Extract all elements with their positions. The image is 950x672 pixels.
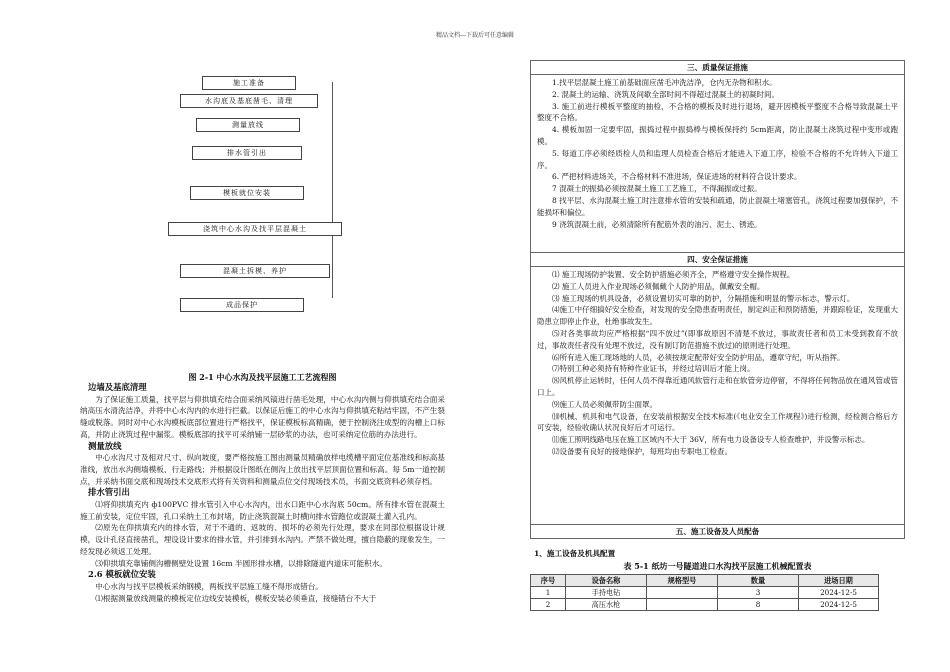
- safety-item: ⑵ 施工人员进入作业现场必须佩戴个人防护用品，佩戴安全帽。: [552, 281, 765, 291]
- quality-list: [531, 75, 904, 232]
- col-header: 进场日期: [799, 575, 879, 587]
- paragraph: ⑶仰拱填充靠铺侧沟槽侧壁处设置 16cm 半圆形排水槽，以排除隧道内道床可能积水。: [95, 558, 387, 568]
- quality-item: 3. 施工前进行模板平整度的抽检，不合格的模板及时进行退场，避开因模板平整度不合格导致混凝土平整度不合格。: [537, 101, 898, 123]
- quality-title: 三、质量保证措施: [531, 61, 904, 75]
- safety-item: ⑽机械、机具和电气设备，在安装前根据安全技术标准(《电业安全工作规程》)进行检测，经检测合格后方可安装，经验收确认状况良好后才可运行。: [537, 411, 898, 433]
- quality-section: [530, 60, 905, 253]
- flow-step-7: 混凝土拆模、养护: [180, 264, 330, 278]
- quality-item: 9 浇筑混凝土前，必须清除所有配筋外表的油污、泥土、锈迹。: [552, 219, 762, 229]
- quality-item: 5. 每道工序必须经质检人员和监理人员检查合格后才能进入下道工序，检验不合格的不允许转入下道工序。: [537, 148, 898, 170]
- flow-step-5: 模板就位安装: [190, 186, 304, 200]
- figure-caption: 图 2-1 中心水沟及找平层施工工艺流程图: [188, 372, 337, 382]
- flow-step-4: 排水管引出: [192, 146, 302, 160]
- paragraph: ⑴根据测量放线测量的模板定位边线安装模板，模板安装必须垂直，接缝错台不大于: [95, 593, 377, 603]
- col-header: 序号: [531, 575, 566, 587]
- safety-item: ⑾施工照明线路电压在施工区域内不大于 36V，所有电力设备设专人检查维护，并设警示标志。: [552, 435, 870, 445]
- table-cell: 手持电钻: [566, 587, 647, 599]
- paragraph: 中心水沟尺寸及相对尺寸、纵向坡度，要严格按施工图由测量员精确放样电缆槽平面定位基准线和标高基准线，放出水沟侧墙模板、行走路线；并根据设计图纸在侧沟上放出找平层顶面位置和标高。每 5m一道控制点，并采纳书面交底和现场技术交底形式将有关资料和测量点位交付现场技术员，书面交底资料必须存档。: [80, 453, 445, 486]
- right-column: [530, 60, 905, 611]
- table-row: [531, 599, 879, 611]
- paragraph: ⑵原先在仰拱填充内的排水管，对于不通的、返坡的、损坏的必须先行处理，要求在同部位根据设计规模，设计孔径直接凿孔，埋设设计要求的排水管，并引排到水沟内。严禁不做处理，擅自隐蔽的现象发生，一经发现必须返工处理。: [80, 523, 445, 556]
- table-cell: [647, 587, 718, 599]
- section-title-drainage: 排水管引出: [88, 487, 130, 498]
- safety-title: 四、安全保证措施: [531, 253, 904, 267]
- safety-item: ⑼施工人员必须佩带防尘面罩。: [552, 399, 657, 409]
- paragraph: 为了保证施工质量，找平层与仰拱填充结合面采纳风镐进行凿毛处理，中心水沟内侧与仰拱填充结合面采纳高压水清洗洁净，并将中心水沟内的水进行拦截。以保证后施工的中心水沟与仰拱填充粘结牢固，不产生裂缝或脱落。同时对中心水沟模板底部位置进行严格找平，保证模板标高精确，便于控制浇注成型的沟槽上口标高，并防止浇筑过程中漏浆。模板底部的找平可采纳铺一层砂浆的办法，也可采纳定位筋的办法进行。: [80, 394, 445, 439]
- left-column: [80, 60, 445, 603]
- table-cell: 1: [531, 587, 566, 599]
- left-body-text: [80, 382, 445, 604]
- table-cell: 3: [718, 587, 799, 599]
- flow-step-6: 浇筑中心水沟及找平层混凝土: [168, 222, 342, 236]
- section-title-survey: 测量放线: [88, 440, 122, 451]
- table-cell: 2: [531, 599, 566, 611]
- quality-item: 7 混凝土的振捣必须按混凝土施工工艺施工，不得漏振或过振。: [552, 184, 762, 194]
- flow-step-1: 施工准备: [202, 76, 296, 90]
- paragraph: 中心水沟与找平层模板采纳钢模，两板找平层施工缝不得形成错台。: [95, 581, 323, 591]
- flow-step-3: 测量放线: [196, 118, 300, 132]
- safety-list: [531, 267, 904, 460]
- table-cell: 8: [718, 599, 799, 611]
- section-title-cleaning: 边墙及基底清理: [88, 382, 147, 392]
- table-caption: 表 5-1 纸坊一号隧道进口水沟找平层施工机械配置表: [623, 561, 812, 571]
- page-header: 精品文档---下载后可任意编辑: [435, 32, 515, 39]
- table-cell: [647, 599, 718, 611]
- col-header: 规格型号: [647, 575, 718, 587]
- safety-item: ⑶ 施工现场的机具设备，必须设置切实可靠的防护，分隔措施和明显的警示标志，警示灯。: [552, 293, 855, 303]
- table-header-row: [531, 575, 879, 587]
- flow-connector: [332, 82, 333, 298]
- safety-section: [530, 253, 905, 525]
- safety-item: ⑴ 施工现场防护装置、安全防护措施必须齐全，严格遵守安全操作规程。: [552, 270, 795, 279]
- table-cell: 2024-12-5: [799, 599, 879, 611]
- quality-item: 2. 混凝土的运输、浇筑及间歇全部时间不得超过混凝土的初凝时间。: [552, 89, 780, 99]
- safety-item: ⑷施工中仔细搞好安全检查，对发现的安全隐患查明责任，制定纠正和预防措施，并跟踪验证，发现重大隐患立即停止作业，杜绝事故发生。: [537, 305, 898, 327]
- safety-item: ⑺特别工种必须持有特种作业证书，并经过培训后才能上岗。: [552, 364, 755, 374]
- quality-item: 8 找平层、水沟混凝土施工时注意排水管的安装和疏通，防止混凝土堵塞管孔，浇筑过程要加强保护，不能损坏和偏位。: [537, 195, 898, 217]
- col-header: 设备名称: [566, 575, 647, 587]
- paragraph: ⑴将仰拱填充内 ф100PVC 排水管引入中心水沟内，出水口距中心水沟底 50cm。所有排水管在混凝土施工前安装，定位牢固，孔口采纳土工布封堵，防止浇筑混凝土时横向排水管跑位或混凝土灌入孔内。: [80, 500, 445, 521]
- equipment-subtitle: 1、施工设备及机具配置: [534, 549, 616, 558]
- equipment-table: [530, 574, 879, 611]
- flow-step-2: 水沟底及基底凿毛、清理: [180, 94, 318, 108]
- quality-item: 4. 模板加固一定要牢固，振捣过程中振捣棒与模板保持约 5cm距离，防止混凝土浇筑过程中变形或跑模。: [537, 125, 898, 146]
- safety-item: ⑸对各类事故均应严格根据“四不放过”(即事故原因不清楚不放过，事故责任者和员工未受到教育不放过，事故责任者没有处理不放过，没有制订防范措施不放过)的原则进行处理。: [537, 328, 898, 350]
- table-row: [531, 587, 879, 599]
- safety-item: ⑿设备要有良好的接地保护，每班均由专职电工检查。: [552, 446, 732, 456]
- staffing-title: 五、施工设备及人员配备: [675, 527, 760, 536]
- col-header: 数量: [718, 575, 799, 587]
- safety-item: ⑻风机停止运转时，任何人员不得靠近通风软管行走和在软管旁边停留，不得将任何物品放在通风管或管口上。: [537, 376, 898, 397]
- staffing-section: [530, 525, 905, 539]
- table-cell: 2024-12-5: [799, 587, 879, 599]
- quality-item: 6. 严把材料进场关，不合格材料不准进场，保证进场的材料符合设计要求。: [552, 172, 802, 182]
- safety-item: ⑹所有进入施工现场地的人员，必须按规定配带好安全防护用品，遵章守纪，听从指挥。: [552, 352, 845, 362]
- table-cell: 高压水枪: [566, 599, 647, 611]
- flowchart: [80, 60, 445, 312]
- flow-step-8: 成品保护: [180, 298, 304, 312]
- quality-item: 1.找平层混凝土施工前基础面应凿毛冲洗洁净，仓内无杂物和积水。: [552, 78, 777, 87]
- section-title-formwork: 2.6 模板就位安装: [88, 569, 156, 580]
